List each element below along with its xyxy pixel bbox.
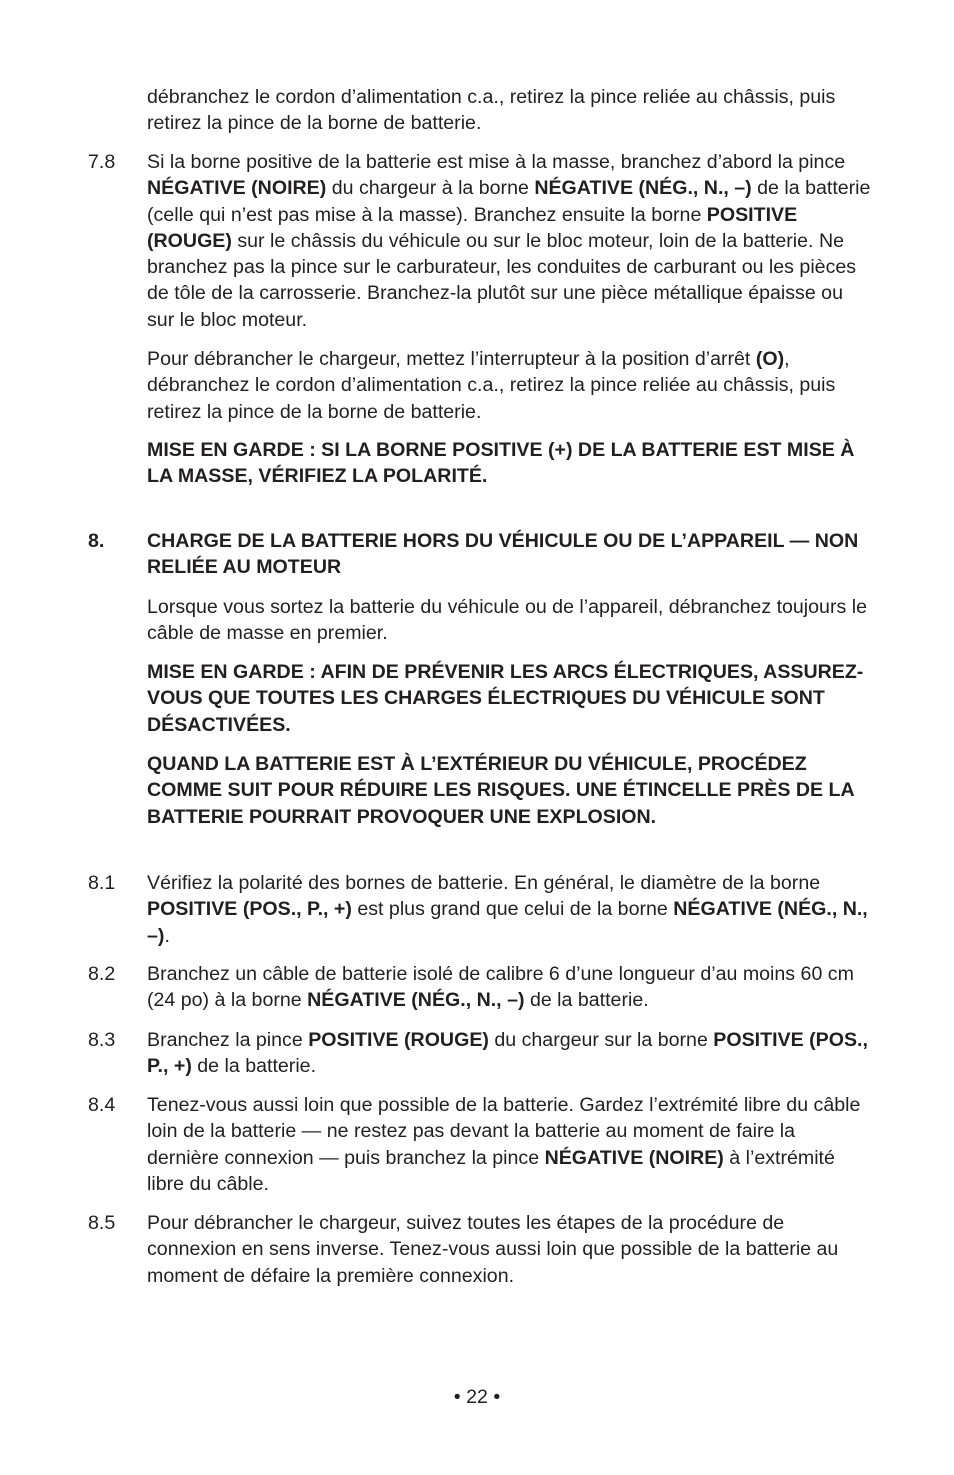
bold-term: NÉGATIVE (NÉG., N., –) <box>147 898 868 947</box>
text-run: sur le châssis du véhicule ou sur le bloc moteur, loin de la batterie. Ne branchez pas la pince sur le carburateur, les conduites de carburant ou les pièces de tôle de la carrosserie. Branchez-la plutôt sur une pièce métallique épaisse ou sur le bloc moteur. <box>147 229 857 331</box>
bold-term: POSITIVE (POS., P., +) <box>147 898 352 921</box>
section-8-heading: CHARGE DE LA BATTERIE HORS DU VÉHICULE OU DE L’APPAREIL — NON RELIÉE AU MOTEUR <box>147 530 859 579</box>
text-run: Pour débrancher le chargeur, mettez l’interrupteur à la position d’arrêt <box>147 348 756 370</box>
text-run: Si la borne positive de la batterie est mise à la masse, branchez d’abord la pince <box>147 151 846 173</box>
text-run: de la batterie. <box>191 1055 317 1078</box>
section-number-8-1: 8.1 <box>88 872 116 894</box>
text-run: du chargeur sur la borne <box>488 1029 714 1051</box>
text-run: Vérifiez la polarité des bornes de batterie. En général, le diamètre de la borne <box>147 872 821 894</box>
warning-polarity: MISE EN GARDE : SI LA BORNE POSITIVE (+) DE LA BATTERIE EST MISE À LA MASSE, VÉRIFIEZ LA POLARITÉ. <box>147 439 855 488</box>
section-8-paragraph: Lorsque vous sortez la batterie du véhicule ou de l’appareil, débranchez toujours le câble de masse en premier. <box>147 596 867 645</box>
text-run: de la batterie (celle qui n’est pas mise à la masse). Branchez ensuite la borne <box>147 177 871 226</box>
section-8-3-text <box>147 1027 871 1080</box>
bold-term: NÉGATIVE (NOIRE) <box>544 1146 724 1169</box>
warning-outside-vehicle: QUAND LA BATTERIE EST À L’EXTÉRIEUR DU VÉHICULE, PROCÉDEZ COMME SUIT POUR RÉDUIRE LES RISQUES. UNE ÉTINCELLE PRÈS DE LA BATTERIE POURRAIT PROVOQUER UNE EXPLOSION. <box>147 753 854 828</box>
text-run: Branchez un câble de batterie isolé de calibre 6 d’une longueur d’au moins 60 cm (24 po) à la borne <box>147 963 854 1012</box>
intro-continuation <box>147 84 871 137</box>
section-number-8-3: 8.3 <box>88 1029 116 1051</box>
section-number-8-5: 8.5 <box>88 1212 116 1234</box>
section-7-8-paragraph <box>147 149 871 333</box>
section-number-8: 8. <box>88 530 105 552</box>
text-run: Branchez la pince <box>147 1029 309 1051</box>
section-8-1-text <box>147 870 871 949</box>
text-run: Tenez-vous aussi loin que possible de la batterie. Gardez l’extrémité libre du câble loin de la batterie — ne restez pas devant la batterie au moment de faire la dernière connexion — puis branchez la pince <box>147 1094 861 1169</box>
text-run: est plus grand que celui de la borne <box>351 898 674 921</box>
bold-term: NÉGATIVE (NOIRE) <box>147 177 327 200</box>
text-run: de la batterie. <box>524 989 649 1012</box>
page-number: • 22 • <box>453 1386 501 1408</box>
section-8-5-text: Pour débrancher le chargeur, suivez toutes les étapes de la procédure de connexion en sens inverse. Tenez-vous aussi loin que possible de la batterie au moment de défaire la première connexion. <box>147 1212 839 1287</box>
bold-term: (O) <box>755 348 785 370</box>
text-run: . <box>164 924 170 947</box>
bold-term: POSITIVE (ROUGE) <box>308 1029 489 1051</box>
text-run: du chargeur à la borne <box>326 177 535 200</box>
text-run: , débranchez le cordon d’alimentation c.a., retirez la pince reliée au châssis, puis retirez la pince de la borne de batterie. <box>147 348 836 423</box>
section-7-8-disconnect-paragraph <box>147 346 871 425</box>
bold-term: NÉGATIVE (NÉG., N., –) <box>307 989 525 1012</box>
section-number-7-8: 7.8 <box>88 151 116 173</box>
bold-term: POSITIVE (POS., P., +) <box>147 1029 868 1078</box>
text-run: à l’extrémité libre du câble. <box>147 1146 835 1195</box>
section-number-8-4: 8.4 <box>88 1094 116 1116</box>
intro-text: débranchez le cordon d’alimentation c.a., retirez la pince reliée au châssis, puis retirez la pince de la borne de batterie. <box>147 86 836 135</box>
warning-electric-arcs: MISE EN GARDE : AFIN DE PRÉVENIR LES ARCS ÉLECTRIQUES, ASSUREZ-VOUS QUE TOUTES LES CHARGES ÉLECTRIQUES DU VÉHICULE SONT DÉSACTIVÉES. <box>147 661 864 736</box>
bold-term: NÉGATIVE (NÉG., N., –) <box>534 177 752 200</box>
bold-term: POSITIVE (ROUGE) <box>147 203 798 252</box>
section-8-4-text <box>147 1092 871 1197</box>
section-number-8-2: 8.2 <box>88 963 116 985</box>
section-8-2-text <box>147 961 871 1014</box>
